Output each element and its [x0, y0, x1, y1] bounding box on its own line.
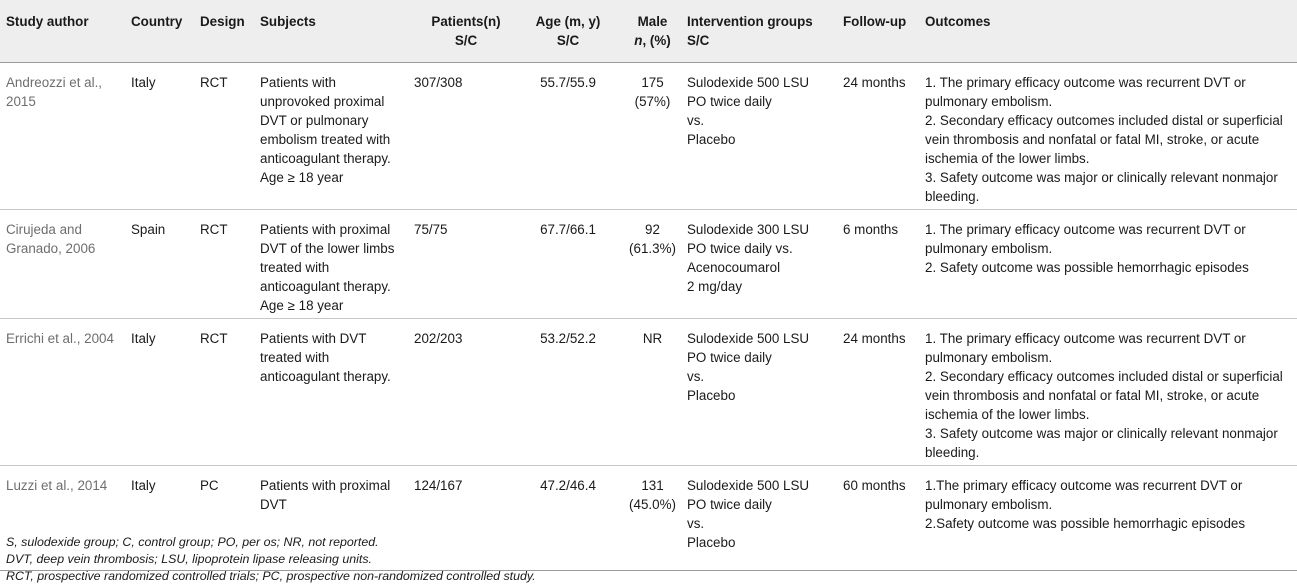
cell-age: 53.2/52.2 — [518, 319, 618, 466]
table-footnotes — [6, 534, 536, 585]
cell-age: 47.2/46.4 — [518, 466, 618, 571]
cell-patients: 307/308 — [414, 75, 463, 90]
cell-outcomes: 1. The primary efficacy outcome was recurrent DVT or pulmonary embolism. 2. Secondary efficacy outcomes included distal or superficial vein thrombosis and nonfatal or fatal MI, stroke, or acute ischemia of the lower limbs. 3. Safety outcome was major or clinically relevant nonmajor bleeding. — [925, 319, 1297, 466]
footnote: DVT, deep vein thrombosis; LSU, lipoprotein lipase releasing units. — [6, 552, 372, 566]
cell-intervention: Sulodexide 300 LSU PO twice daily vs. Acenocoumarol 2 mg/day — [687, 210, 843, 319]
cell-author: Cirujeda and Granado, 2006 — [0, 210, 131, 319]
cell-country: Italy — [131, 75, 156, 90]
header-subjects: Subjects — [260, 0, 414, 63]
cell-design: RCT — [200, 75, 228, 90]
footnote: RCT, prospective randomized controlled trials; PC, prospective non-randomized controlled study. — [6, 569, 536, 583]
header-age: Age (m, y) S/C — [518, 0, 618, 63]
cell-patients: 202/203 — [414, 319, 518, 466]
cell-design: PC — [200, 466, 260, 571]
cell-intervention: Sulodexide 500 LSU PO twice daily vs. Placebo — [687, 319, 843, 466]
cell-design: RCT — [200, 319, 260, 466]
header-study-author: Study author — [0, 0, 131, 63]
table-row — [0, 210, 1297, 319]
cell-male: 131 (45.0%) — [618, 466, 687, 571]
cell-patients: 124/167 — [414, 466, 518, 571]
cell-patients: 75/75 — [414, 210, 518, 319]
header-male: Male n, (%) — [618, 0, 687, 63]
header-outcomes: Outcomes — [925, 0, 1297, 63]
cell-male: 92 (61.3%) — [618, 210, 687, 319]
table-row — [0, 63, 1297, 210]
cell-follow-up: 6 months — [843, 210, 925, 319]
cell-male: 175 (57%) — [634, 75, 671, 109]
header-follow-up: Follow-up — [843, 0, 925, 63]
cell-country: Spain — [131, 210, 200, 319]
cell-follow-up: 60 months — [843, 466, 925, 571]
cell-subjects: Patients with proximal DVT of the lower limbs treated with anticoagulant therapy. Age ≥ 18 year — [260, 210, 414, 319]
cell-country: Italy — [131, 466, 200, 571]
table-row — [0, 319, 1297, 466]
cell-design: RCT — [200, 210, 260, 319]
cell-age: 55.7/55.9 — [540, 75, 596, 90]
cell-outcomes: 1. The primary efficacy outcome was recurrent DVT or pulmonary embolism. 2. Safety outcome was possible hemorrhagic episodes — [925, 210, 1297, 319]
cell-intervention: Sulodexide 500 LSU PO twice daily vs. Placebo — [687, 75, 810, 147]
cell-subjects: Patients with proximal DVT — [260, 466, 414, 571]
cell-subjects: Patients with DVT treated with anticoagulant therapy. — [260, 319, 414, 466]
cell-author: Errichi et al., 2004 — [0, 319, 131, 466]
cell-male: NR — [618, 319, 687, 466]
header-patients: Patients(n) S/C — [414, 0, 518, 63]
table-body — [0, 63, 1297, 571]
cell-country: Italy — [131, 319, 200, 466]
cell-author: Andreozzi et al., 2015 — [6, 75, 103, 109]
cell-follow-up: 24 months — [843, 75, 906, 90]
footnote: S, sulodexide group; C, control group; PO, per os; NR, not reported. — [6, 535, 379, 549]
cell-outcomes: 1.The primary efficacy outcome was recurrent DVT or pulmonary embolism. 2.Safety outcome was possible hemorrhagic episodes — [925, 466, 1297, 571]
table-header — [0, 0, 1297, 63]
cell-author: Luzzi et al., 2014 — [0, 466, 131, 571]
header-design: Design — [200, 0, 260, 63]
header-intervention: Intervention groups S/C — [687, 0, 843, 63]
cell-age: 67.7/66.1 — [518, 210, 618, 319]
header-row — [0, 0, 1297, 63]
cell-subjects: Patients with unprovoked proximal DVT or pulmonary embolism treated with anticoagulant therapy. Age ≥ 18 year — [260, 75, 391, 185]
header-country: Country — [131, 0, 200, 63]
cell-follow-up: 24 months — [843, 319, 925, 466]
cell-outcomes: 1. The primary efficacy outcome was recurrent DVT or pulmonary embolism. 2. Secondary efficacy outcomes included distal or superficial vein thrombosis and nonfatal or fatal MI, stroke, or acute ischemia of the lower limbs. 3. Safety outcome was major or clinically relevant nonmajor bleeding. — [925, 75, 1283, 204]
cell-intervention: Sulodexide 500 LSU PO twice daily vs. Placebo — [687, 466, 843, 571]
